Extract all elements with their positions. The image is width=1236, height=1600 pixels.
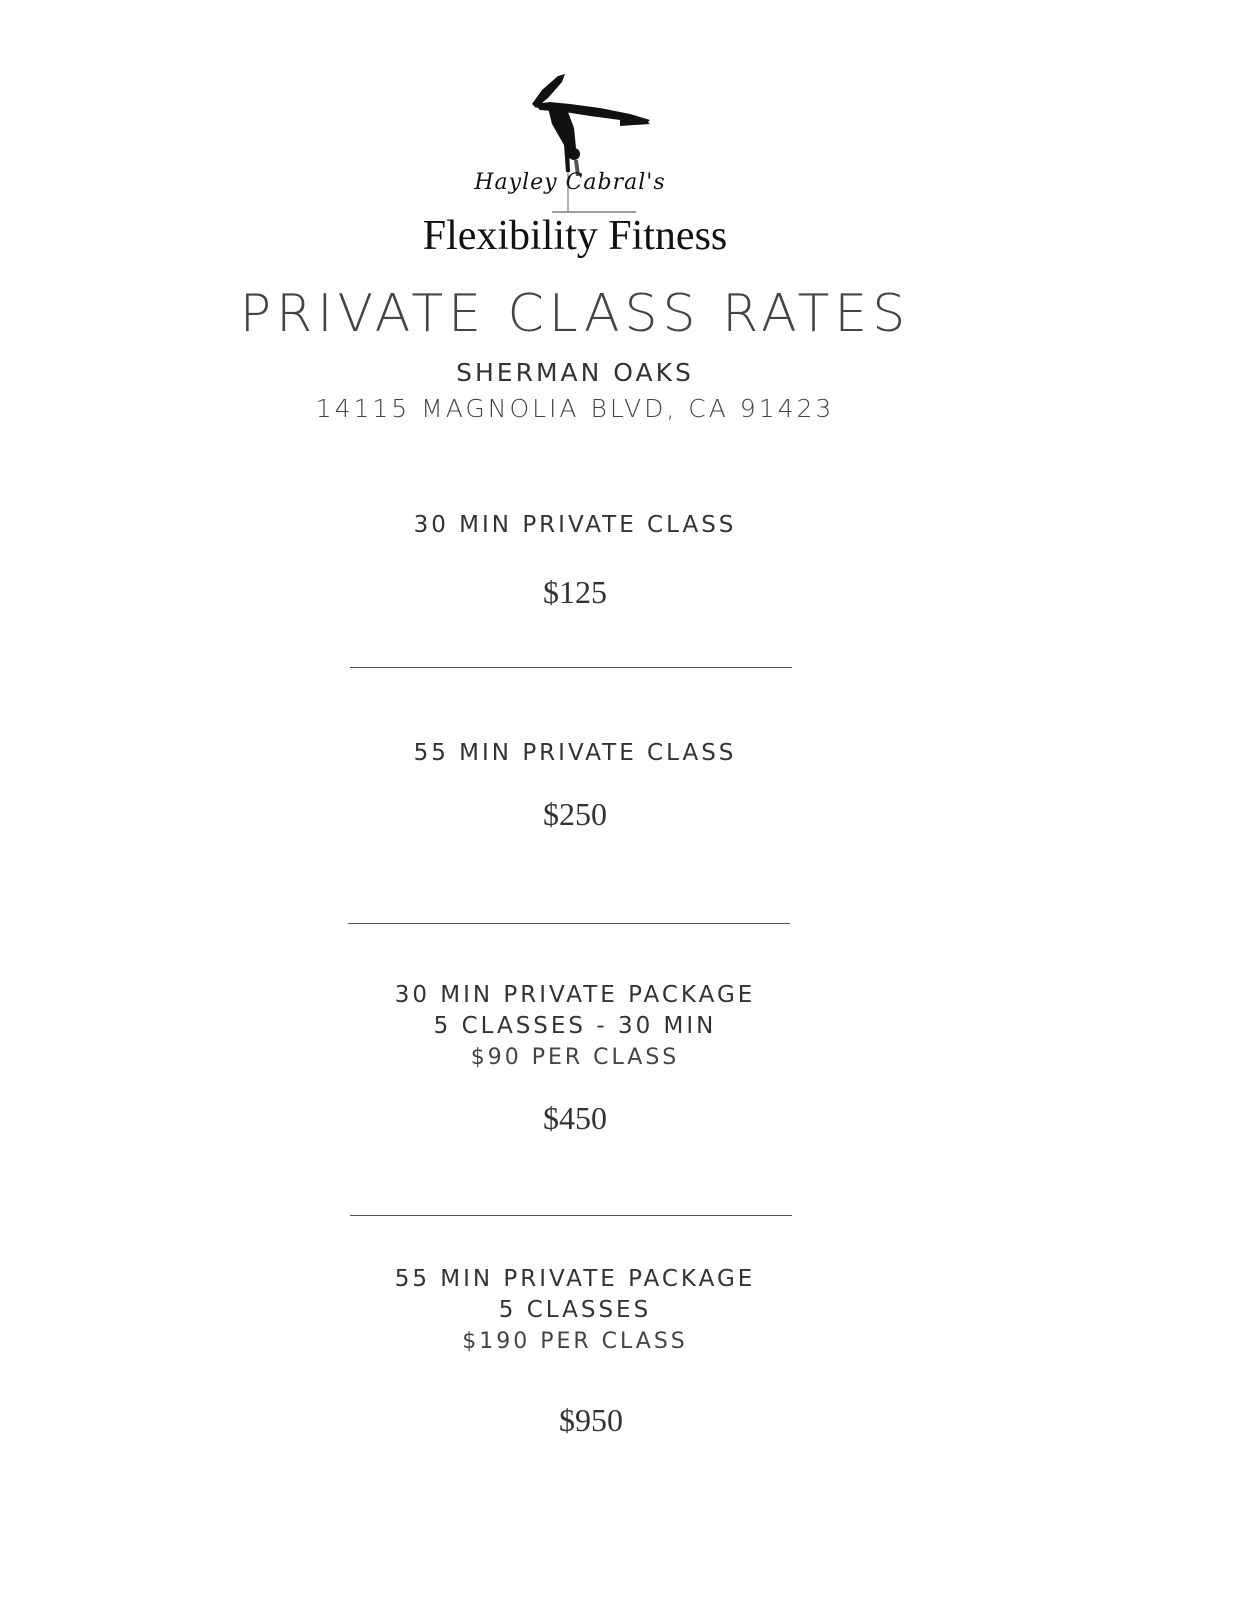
page-title: PRIVATE CLASS RATES — [239, 284, 911, 344]
location-address: 14115 MAGNOLIA BLVD, CA 91423 — [315, 394, 835, 423]
location-name: SHERMAN OAKS — [456, 358, 694, 387]
rate-3-per-class: $90 PER CLASS — [470, 1045, 680, 1070]
rate-3-price: $450 — [543, 1100, 607, 1136]
divider — [348, 923, 790, 924]
rate-2-price: $250 — [543, 796, 607, 832]
rate-4-subtitle: 5 CLASSES — [498, 1297, 652, 1323]
handstand-gymnast-icon — [470, 68, 670, 218]
divider — [350, 667, 792, 668]
brand-name: Flexibility Fitness — [422, 213, 728, 259]
divider — [350, 1215, 792, 1216]
rate-4-per-class: $190 PER CLASS — [462, 1329, 688, 1354]
rate-1-price: $125 — [543, 574, 607, 610]
rate-4-price: $950 — [559, 1402, 623, 1438]
rate-2-title: 55 MIN PRIVATE CLASS — [413, 740, 737, 766]
rate-4-title: 55 MIN PRIVATE PACKAGE — [394, 1266, 756, 1292]
rate-3-subtitle: 5 CLASSES - 30 MIN — [433, 1013, 717, 1039]
rate-1-title: 30 MIN PRIVATE CLASS — [413, 512, 737, 538]
logo-script-name: Hayley Cabral's — [474, 170, 666, 195]
rate-3-title: 30 MIN PRIVATE PACKAGE — [394, 982, 756, 1008]
